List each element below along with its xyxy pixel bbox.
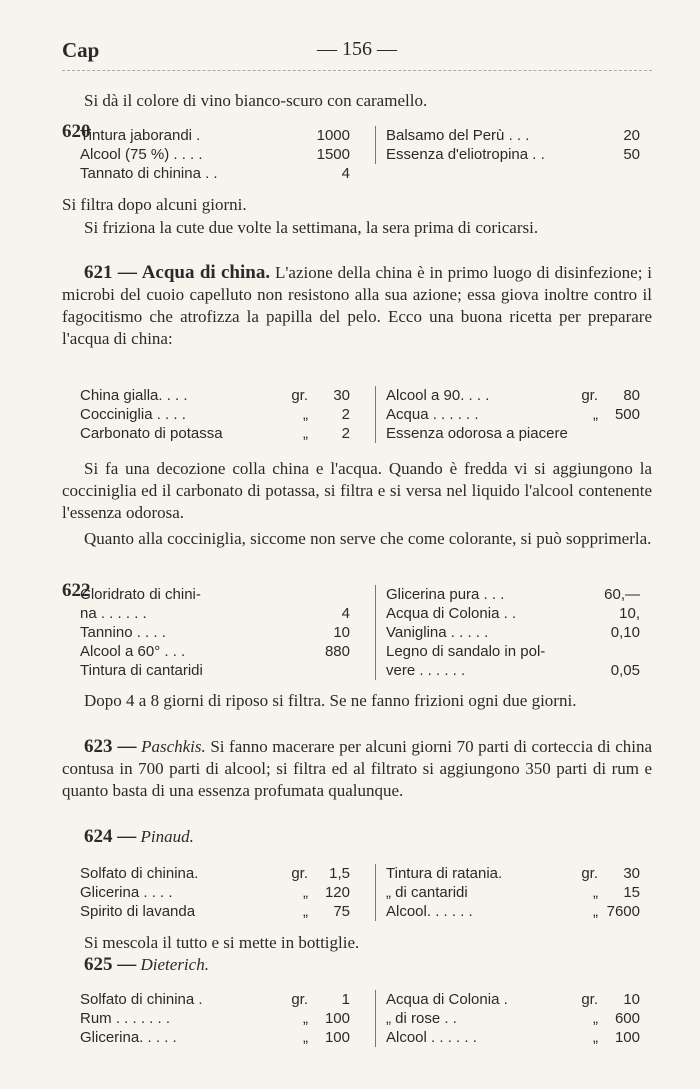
ingredient-quantity bbox=[598, 424, 640, 443]
ingredient-row bbox=[386, 145, 640, 164]
ingredient-unit: „ bbox=[593, 903, 598, 920]
ingredient-name: Essenza d'eliotropina . . bbox=[386, 146, 545, 163]
ingredient-row bbox=[386, 585, 640, 604]
ingredient-quantity bbox=[308, 585, 350, 604]
ingredient-unit: gr. bbox=[291, 991, 308, 1008]
ingredient-unit: gr. bbox=[291, 865, 308, 882]
ingredient-unit: „ bbox=[303, 884, 308, 901]
ingredient-unit: „ bbox=[303, 425, 308, 442]
section-title: Dieterich. bbox=[140, 955, 209, 974]
ingredient-name: Alcool a 60° . . . bbox=[80, 643, 186, 660]
ingredient-name: Tintura jaborandi . bbox=[80, 127, 201, 144]
ingredient-unit bbox=[570, 604, 598, 623]
ingredient-quantity: 2 bbox=[341, 406, 350, 423]
section-621 bbox=[62, 262, 652, 350]
ingredient-row bbox=[386, 1028, 640, 1047]
ingredient-name: Cloridrato di chini- bbox=[80, 586, 201, 603]
recipe-right-column bbox=[375, 386, 640, 443]
ingredient-row bbox=[80, 424, 350, 443]
paragraph: Quanto alla cocciniglia, siccome non serve che come colorante, si può sopprimerla. bbox=[84, 529, 652, 548]
ingredient-unit bbox=[280, 164, 308, 183]
ingredient-name: „ di cantaridi bbox=[386, 884, 468, 901]
ingredient-name: Alcool. . . . . . bbox=[386, 903, 473, 920]
ingredient-row bbox=[80, 405, 350, 424]
ingredient-name: Glicerina pura . . . bbox=[386, 586, 505, 603]
recipe-left-column bbox=[80, 864, 350, 921]
header-rule bbox=[62, 70, 652, 71]
ingredient-row bbox=[80, 883, 350, 902]
recipe-number: 622 bbox=[62, 580, 91, 601]
ingredient-row bbox=[80, 126, 350, 145]
ingredient-unit bbox=[570, 661, 598, 680]
ingredient-unit: „ bbox=[303, 1010, 308, 1027]
ingredient-name: Tannato di chinina . . bbox=[80, 165, 218, 182]
ingredient-row bbox=[386, 1009, 640, 1028]
ingredient-unit: gr. bbox=[581, 865, 598, 882]
ingredient-row bbox=[80, 864, 350, 883]
ingredient-quantity: 4 bbox=[341, 165, 350, 182]
ingredient-quantity: 100 bbox=[324, 1010, 350, 1027]
ingredient-quantity bbox=[308, 661, 350, 680]
ingredient-row bbox=[80, 1028, 350, 1047]
ingredient-quantity: 1,5 bbox=[329, 865, 350, 882]
ingredient-row bbox=[80, 902, 350, 921]
ingredient-row bbox=[386, 902, 640, 921]
ingredient-name: Acqua . . . . . . bbox=[386, 406, 479, 423]
ingredient-quantity: 0,05 bbox=[610, 662, 640, 679]
ingredient-name: vere . . . . . . bbox=[386, 662, 466, 679]
paragraph: Si mescola il tutto e si mette in bottiglie. bbox=[84, 933, 360, 952]
ingredient-name: Tintura di ratania. bbox=[386, 865, 503, 882]
ingredient-quantity: 30 bbox=[333, 387, 350, 404]
ingredient-quantity: 120 bbox=[324, 884, 350, 901]
ingredient-name: Alcool a 90. . . . bbox=[386, 387, 490, 404]
ingredient-row bbox=[386, 405, 640, 424]
ingredient-unit bbox=[570, 585, 598, 604]
section-title: Acqua di china. bbox=[141, 262, 271, 283]
ingredient-unit bbox=[280, 145, 308, 164]
ingredient-name: Rum . . . . . . . bbox=[80, 1010, 171, 1027]
ingredient-name: Solfato di chinina . bbox=[80, 991, 203, 1008]
ingredient-quantity: 2 bbox=[341, 425, 350, 442]
ingredient-quantity: 75 bbox=[333, 903, 350, 920]
ingredient-unit: „ bbox=[303, 406, 308, 423]
running-header bbox=[62, 38, 652, 70]
ingredient-unit: „ bbox=[593, 1010, 598, 1027]
ingredient-quantity: 10 bbox=[623, 991, 640, 1008]
ingredient-quantity: 600 bbox=[614, 1010, 640, 1027]
ingredient-row bbox=[80, 164, 350, 183]
ingredient-unit: gr. bbox=[291, 387, 308, 404]
ingredient-name: „ di rose . . bbox=[386, 1010, 457, 1027]
ingredient-quantity: 0,10 bbox=[610, 624, 640, 641]
ingredient-row bbox=[386, 661, 640, 680]
header-section: Cap bbox=[62, 38, 100, 62]
ingredient-name: Glicerina. . . . . bbox=[80, 1029, 177, 1046]
recipe-right-column bbox=[375, 990, 640, 1047]
recipe-right-column bbox=[375, 126, 640, 164]
page-number: — 156 — bbox=[317, 38, 397, 60]
ingredient-unit: „ bbox=[303, 903, 308, 920]
paragraph: Dopo 4 a 8 giorni di riposo si filtra. Se ne fanno frizioni ogni due giorni. bbox=[84, 691, 577, 710]
paragraph: Si fa una decozione colla china e l'acqua. Quando è fredda vi si aggiungono la cocciniglia ed il carbonato di potassa, si filtra e si versa nel liquido l'alcool contenente l'essenza odorosa. bbox=[62, 459, 652, 522]
section-title: Paschkis. bbox=[141, 737, 206, 756]
section-number: 624 — bbox=[84, 826, 137, 847]
ingredient-row bbox=[386, 883, 640, 902]
ingredient-name: Acqua di Colonia . . bbox=[386, 605, 517, 622]
ingredient-row bbox=[386, 623, 640, 642]
recipe-left-column bbox=[80, 585, 350, 680]
ingredient-row bbox=[80, 585, 350, 604]
ingredient-quantity: 1500 bbox=[316, 146, 350, 163]
ingredient-row bbox=[386, 386, 640, 405]
ingredient-quantity: 880 bbox=[324, 643, 350, 660]
ingredient-quantity: 20 bbox=[623, 127, 640, 144]
ingredient-row bbox=[80, 661, 350, 680]
ingredient-unit bbox=[570, 424, 598, 443]
ingredient-unit bbox=[280, 585, 308, 604]
ingredient-name: Glicerina . . . . bbox=[80, 884, 173, 901]
ingredient-unit: „ bbox=[593, 406, 598, 423]
ingredient-quantity: 500 bbox=[614, 406, 640, 423]
section-number: 621 — bbox=[84, 262, 137, 283]
ingredient-quantity: 1000 bbox=[316, 127, 350, 144]
ingredient-row bbox=[386, 126, 640, 145]
ingredient-name: Carbonato di potassa bbox=[80, 425, 223, 442]
ingredient-quantity: 50 bbox=[623, 146, 640, 163]
section-625 bbox=[62, 954, 652, 976]
section-number: 623 — bbox=[84, 736, 137, 757]
ingredient-name: Alcool . . . . . . bbox=[386, 1029, 477, 1046]
ingredient-row bbox=[386, 990, 640, 1009]
ingredient-quantity: 60,— bbox=[604, 586, 640, 603]
recipe-left-column bbox=[80, 386, 350, 443]
ingredient-row bbox=[80, 386, 350, 405]
ingredient-unit: gr. bbox=[581, 991, 598, 1008]
section-text: Si fanno macerare per alcuni giorni 70 parti di corteccia di china contusa in 700 parti di alcool; si filtra ed al filtrato si aggiungono 350 parti di rum e quanto basta di una essenza profumata qualunque. bbox=[62, 737, 653, 800]
ingredient-row bbox=[80, 990, 350, 1009]
ingredient-quantity: 10, bbox=[619, 605, 640, 622]
ingredient-name: Spirito di lavanda bbox=[80, 903, 196, 920]
ingredient-quantity: 15 bbox=[623, 884, 640, 901]
ingredient-unit bbox=[570, 126, 598, 145]
ingredient-unit bbox=[570, 623, 598, 642]
section-title: Pinaud. bbox=[140, 827, 194, 846]
ingredient-quantity: 1 bbox=[341, 991, 350, 1008]
ingredient-row bbox=[386, 424, 640, 443]
ingredient-quantity: 4 bbox=[341, 605, 350, 622]
recipe-right-column bbox=[375, 864, 640, 921]
ingredient-unit bbox=[280, 623, 308, 642]
ingredient-quantity: 80 bbox=[623, 387, 640, 404]
ingredient-name: Tintura di cantaridi bbox=[80, 662, 203, 679]
ingredient-unit: „ bbox=[593, 1029, 598, 1046]
ingredient-row bbox=[386, 604, 640, 623]
ingredient-unit: „ bbox=[303, 1029, 308, 1046]
ingredient-quantity: 100 bbox=[324, 1029, 350, 1046]
ingredient-quantity bbox=[598, 642, 640, 661]
ingredient-name: na . . . . . . bbox=[80, 605, 147, 622]
ingredient-name: Legno di sandalo in pol- bbox=[386, 643, 546, 660]
ingredient-name: Balsamo del Perù . . . bbox=[386, 127, 530, 144]
ingredient-name: Essenza odorosa a piacere bbox=[386, 425, 568, 442]
recipe-left-column bbox=[80, 990, 350, 1047]
section-623 bbox=[62, 736, 652, 802]
recipe-right-column bbox=[375, 585, 640, 680]
ingredient-unit: „ bbox=[593, 884, 598, 901]
section-number: 625 — bbox=[84, 954, 137, 975]
paragraph: Si dà il colore di vino bianco-scuro con caramello. bbox=[84, 91, 428, 110]
ingredient-unit: gr. bbox=[581, 387, 598, 404]
ingredient-row bbox=[80, 642, 350, 661]
ingredient-quantity: 7600 bbox=[606, 903, 640, 920]
ingredient-row bbox=[80, 604, 350, 623]
recipe-left-column bbox=[80, 126, 350, 183]
ingredient-row bbox=[80, 1009, 350, 1028]
ingredient-row bbox=[80, 145, 350, 164]
ingredient-name: China gialla. . . . bbox=[80, 387, 188, 404]
ingredient-name: Cocciniglia . . . . bbox=[80, 406, 186, 423]
ingredient-name: Solfato di chinina. bbox=[80, 865, 199, 882]
ingredient-unit bbox=[570, 145, 598, 164]
ingredient-name: Vaniglina . . . . . bbox=[386, 624, 489, 641]
ingredient-unit bbox=[280, 661, 308, 680]
paragraph: Si friziona la cute due volte la settimana, la sera prima di coricarsi. bbox=[84, 218, 539, 237]
ingredient-quantity: 10 bbox=[333, 624, 350, 641]
ingredient-unit bbox=[280, 604, 308, 623]
section-text: L'azione della china è in primo luogo di disinfezione; i microbi del cuoio capelluto non resistono alla sua azione; essa giova inoltre contro il fagocitismo che atrofizza la papilla del pelo. Ecco una buona ricetta per preparare l'acqua di china: bbox=[62, 263, 653, 348]
ingredient-unit bbox=[280, 126, 308, 145]
ingredient-name: Acqua di Colonia . bbox=[386, 991, 508, 1008]
ingredient-unit bbox=[280, 642, 308, 661]
ingredient-row bbox=[386, 864, 640, 883]
ingredient-row bbox=[386, 642, 640, 661]
recipe-number: 620 bbox=[62, 121, 91, 142]
section-624 bbox=[62, 826, 652, 848]
ingredient-unit bbox=[570, 642, 598, 661]
ingredient-row bbox=[80, 623, 350, 642]
ingredient-quantity: 100 bbox=[614, 1029, 640, 1046]
paragraph: Si filtra dopo alcuni giorni. bbox=[62, 195, 247, 214]
ingredient-quantity: 30 bbox=[623, 865, 640, 882]
ingredient-name: Alcool (75 %) . . . . bbox=[80, 146, 203, 163]
ingredient-name: Tannino . . . . bbox=[80, 624, 166, 641]
